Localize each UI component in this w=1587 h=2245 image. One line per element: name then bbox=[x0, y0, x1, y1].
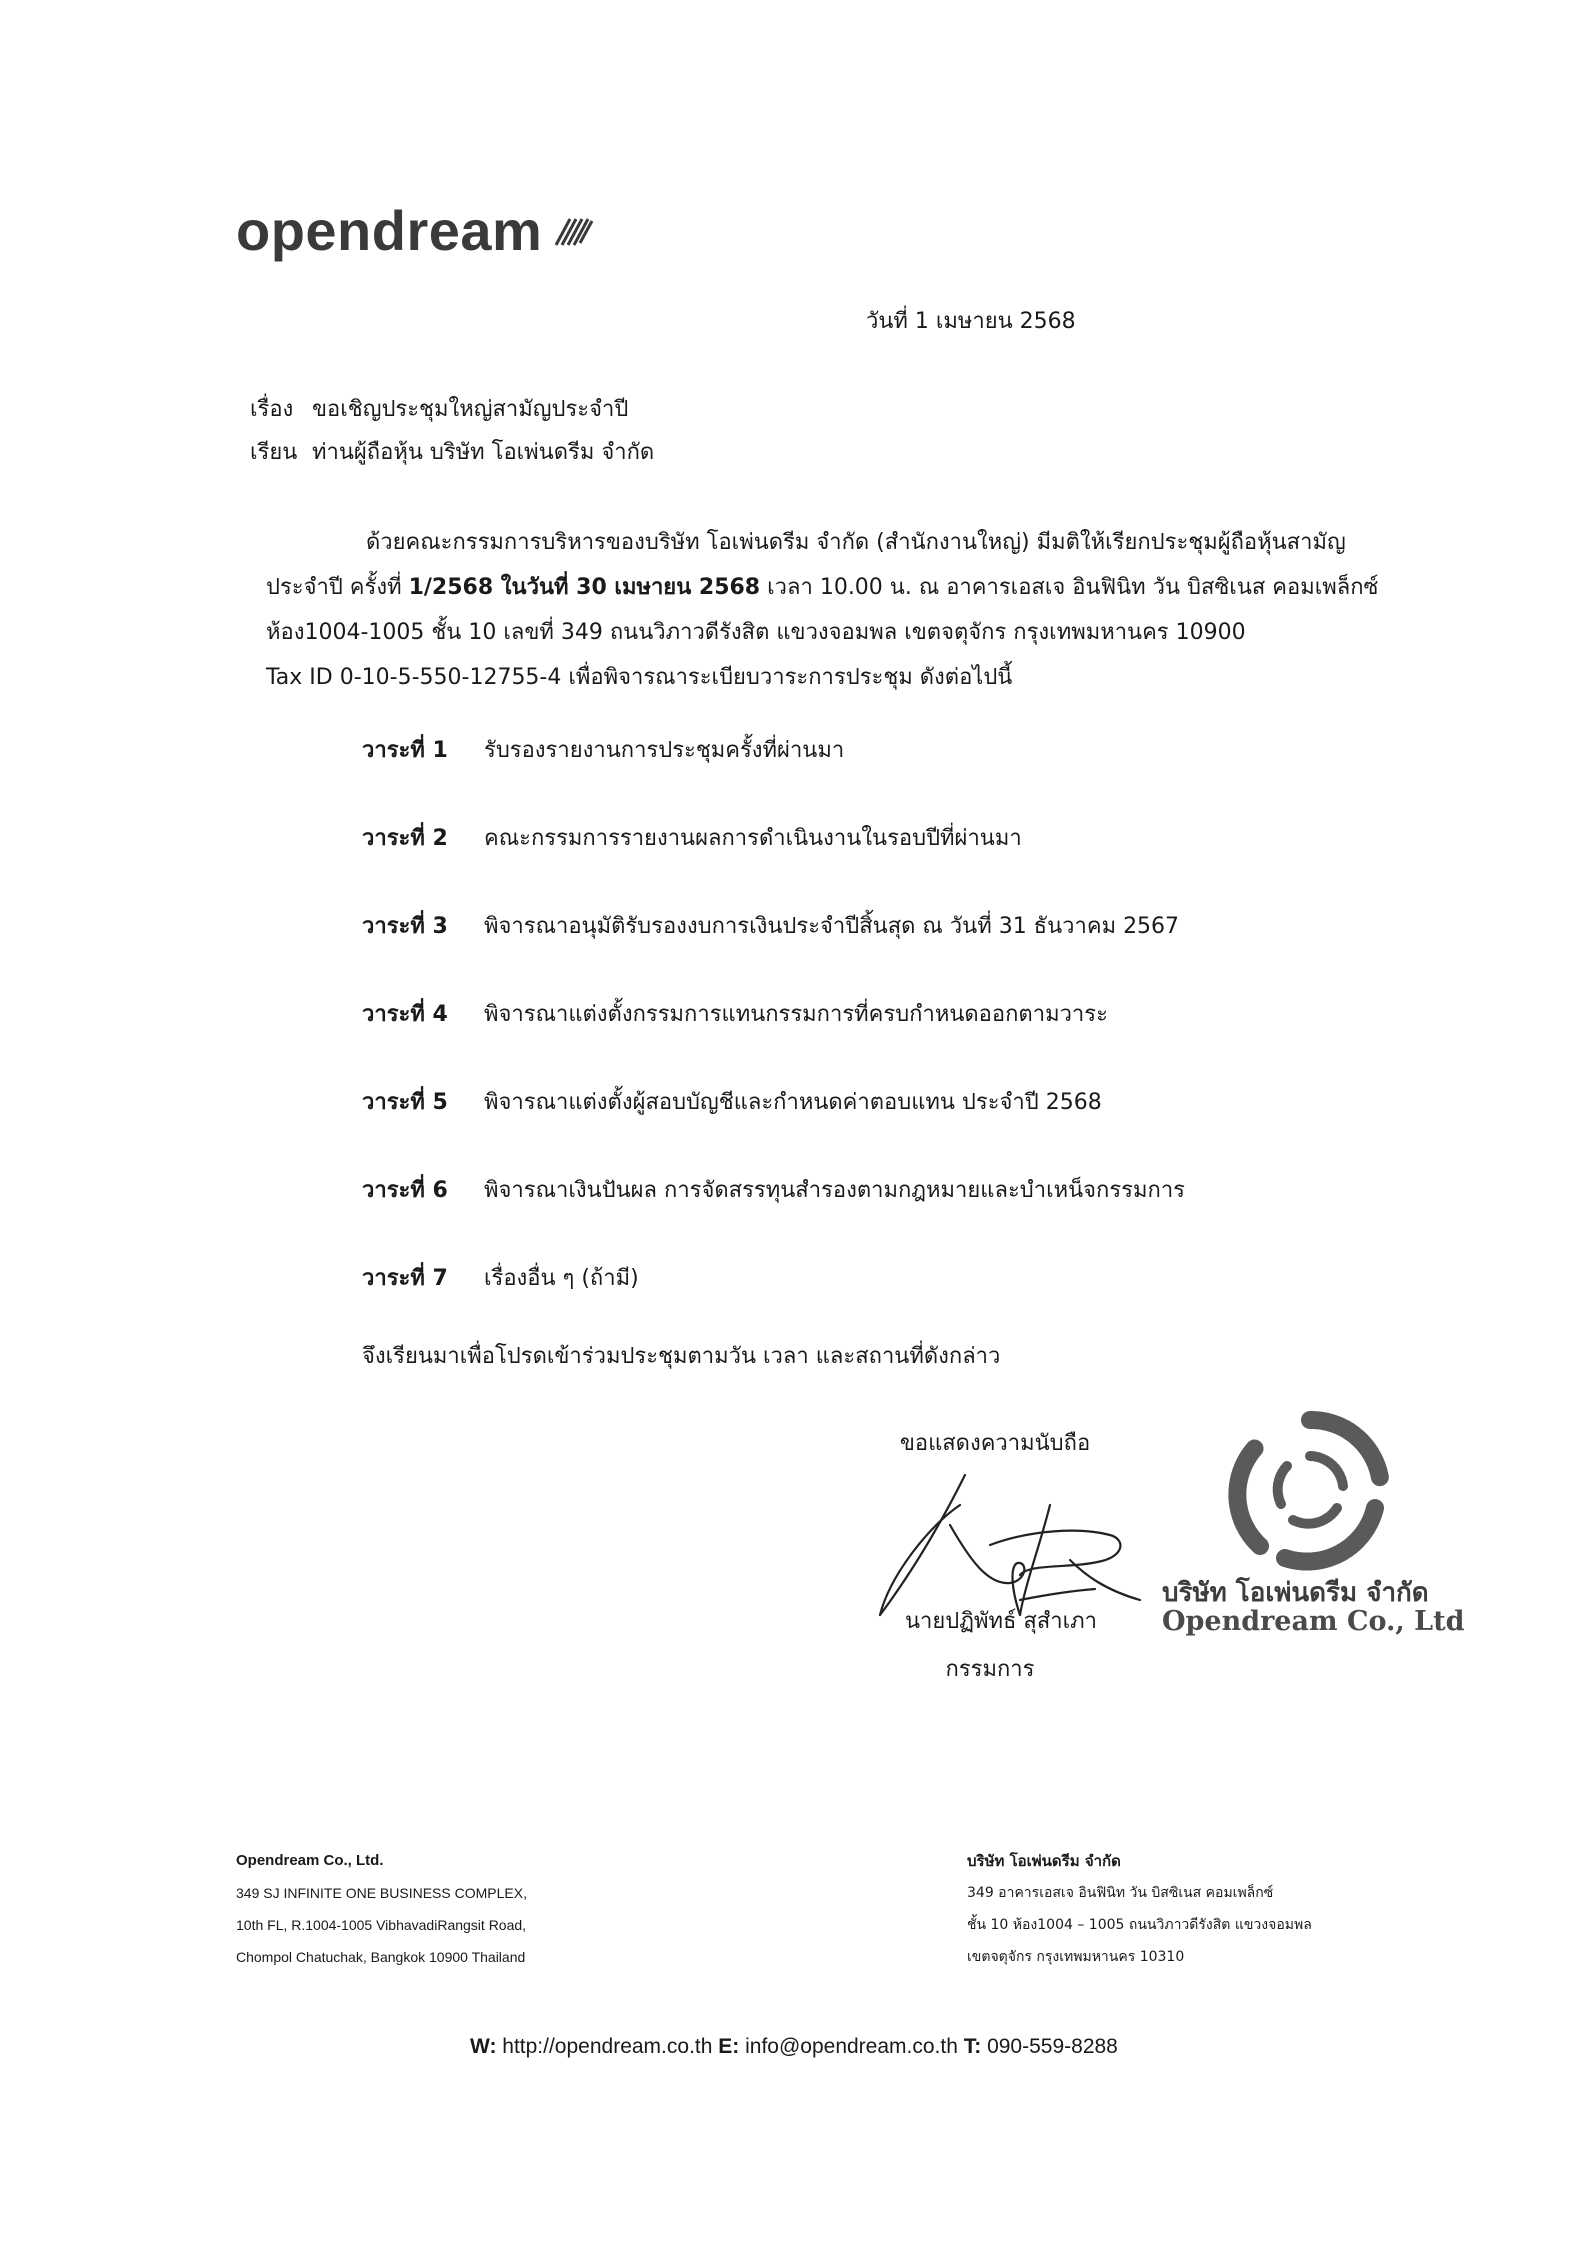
phone-number: 090-559-8288 bbox=[987, 2035, 1118, 2058]
closing-line: จึงเรียนมาเพื่อโปรดเข้าร่วมประชุมตามวัน เวลา และสถานที่ดังกล่าว bbox=[362, 1344, 1001, 1369]
body-line-2-post: เวลา 10.00 น. ณ อาคารเอสเจ อินฟินิท วัน บิสซิเนส คอมเพล็กซ์ bbox=[760, 575, 1379, 600]
agenda-number: วาระที่ 7 bbox=[362, 1266, 448, 1291]
agenda-text: พิจารณาเงินปันผล การจัดสรรทุนสำรองตามกฎหมายและบำเหน็จกรรมการ bbox=[484, 1178, 1185, 1203]
footer-company-name-en: Opendream Co., Ltd. bbox=[236, 1852, 384, 1869]
agenda-text: เรื่องอื่น ๆ (ถ้ามี) bbox=[484, 1266, 639, 1291]
footer-company-name-th: บริษัท โอเพ่นดรีม จำกัด bbox=[967, 1852, 1121, 1870]
body-line-3: ห้อง1004-1005 ชั้น 10 เลขที่ 349 ถนนวิภาวดีรังสิต แขวงจอมพล เขตจตุจักร กรุงเทพมหานคร 10900 bbox=[266, 620, 1246, 645]
email-label: E: bbox=[718, 2035, 740, 2058]
agenda-number: วาระที่ 1 bbox=[362, 738, 448, 763]
footer-address-line: Chompol Chatuchak, Bangkok 10900 Thailand bbox=[236, 1949, 526, 1965]
subject-text: ขอเชิญประชุมใหญ่สามัญประจำปี bbox=[312, 397, 629, 422]
agenda-number: วาระที่ 6 bbox=[362, 1178, 448, 1203]
footer-address-line: 349 อาคารเอสเจ อินฟินิท วัน บิสซิเนส คอมเพล็กซ์ bbox=[967, 1885, 1274, 1901]
handwritten-signature bbox=[870, 1465, 1150, 1635]
agenda-item bbox=[362, 732, 844, 767]
footer-address-line: 349 SJ INFINITE ONE BUSINESS COMPLEX, bbox=[236, 1885, 527, 1901]
agenda-number: วาระที่ 2 bbox=[362, 826, 448, 851]
phone-label: T: bbox=[963, 2035, 982, 2058]
agenda-number: วาระที่ 4 bbox=[362, 1002, 448, 1027]
recipient-label: เรียน bbox=[250, 440, 298, 465]
body-line-2-pre: ประจำปี ครั้งที่ bbox=[266, 575, 409, 600]
agenda-item bbox=[362, 996, 1108, 1031]
invitation-paragraph bbox=[266, 520, 1406, 700]
agenda-text: พิจารณาอนุมัติรับรองงบการเงินประจำปีสิ้นสุด ณ วันที่ 31 ธันวาคม 2567 bbox=[484, 914, 1180, 939]
footer-address-english bbox=[236, 1845, 527, 1973]
subject-label: เรื่อง bbox=[250, 397, 294, 422]
meeting-date-bold: 1/2568 ในวันที่ 30 เมษายน 2568 bbox=[408, 575, 761, 600]
recipient-text: ท่านผู้ถือหุ้น บริษัท โอเพ่นดรีม จำกัด bbox=[312, 440, 655, 465]
body-line-1: ด้วยคณะกรรมการบริหารของบริษัท โอเพ่นดรีม จำกัด (สำนักงานใหญ่) มีมติให้เรียกประชุมผู้ถือหุ้นสามัญ bbox=[366, 530, 1346, 555]
logo-text: opendream bbox=[236, 199, 543, 262]
signer-title: กรรมการ bbox=[945, 1657, 1035, 1682]
letter-date: วันที่ 1 เมษายน 2568 bbox=[866, 309, 1076, 334]
agenda-text: รับรองรายงานการประชุมครั้งที่ผ่านมา bbox=[484, 738, 845, 763]
body-line-4: Tax ID 0-10-5-550-12755-4 เพื่อพิจารณาระเบียบวาระการประชุม ดังต่อไปนี้ bbox=[266, 665, 1013, 690]
agenda-item bbox=[362, 1260, 639, 1295]
footer-address-line: ชั้น 10 ห้อง1004 – 1005 ถนนวิภาวดีรังสิต แขวงจอมพล bbox=[967, 1917, 1312, 1933]
seal-name-english: Opendream Co., Ltd bbox=[1162, 1606, 1465, 1637]
agenda-text: พิจารณาแต่งตั้งผู้สอบบัญชีและกำหนดค่าตอบแทน ประจำปี 2568 bbox=[484, 1090, 1102, 1115]
recipient-line bbox=[250, 434, 654, 469]
subject-line bbox=[250, 391, 628, 426]
footer-address-thai bbox=[967, 1845, 1312, 1973]
company-seal-stamp bbox=[1225, 1408, 1395, 1573]
footer-contact-line bbox=[470, 2035, 1118, 2059]
agenda-item bbox=[362, 820, 1022, 855]
agenda-number: วาระที่ 5 bbox=[362, 1090, 448, 1115]
logo-stripes-icon bbox=[552, 213, 594, 249]
signer-name: นายปฏิพัทธ์ สุสำเภา bbox=[904, 1609, 1098, 1634]
footer-address-line: เขตจตุจักร กรุงเทพมหานคร 10310 bbox=[967, 1949, 1185, 1965]
agenda-item bbox=[362, 1172, 1185, 1207]
company-logo bbox=[236, 198, 594, 263]
email-link[interactable]: info@opendream.co.th bbox=[745, 2035, 958, 2058]
footer-address-line: 10th FL, R.1004-1005 VibhavadiRangsit Road, bbox=[236, 1917, 527, 1933]
sign-regards: ขอแสดงความนับถือ bbox=[899, 1431, 1091, 1456]
agenda-text: คณะกรรมการรายงานผลการดำเนินงานในรอบปีที่ผ่านมา bbox=[484, 826, 1022, 851]
seal-name-thai: บริษัท โอเพ่นดรีม จำกัด bbox=[1162, 1578, 1429, 1608]
agenda-item bbox=[362, 908, 1179, 943]
website-label: W: bbox=[470, 2035, 497, 2058]
agenda-text: พิจารณาแต่งตั้งกรรมการแทนกรรมการที่ครบกำหนดออกตามวาระ bbox=[484, 1002, 1108, 1027]
agenda-number: วาระที่ 3 bbox=[362, 914, 448, 939]
website-link[interactable]: http://opendream.co.th bbox=[502, 2035, 713, 2058]
body-line-2 bbox=[266, 565, 1406, 610]
agenda-item bbox=[362, 1084, 1102, 1119]
